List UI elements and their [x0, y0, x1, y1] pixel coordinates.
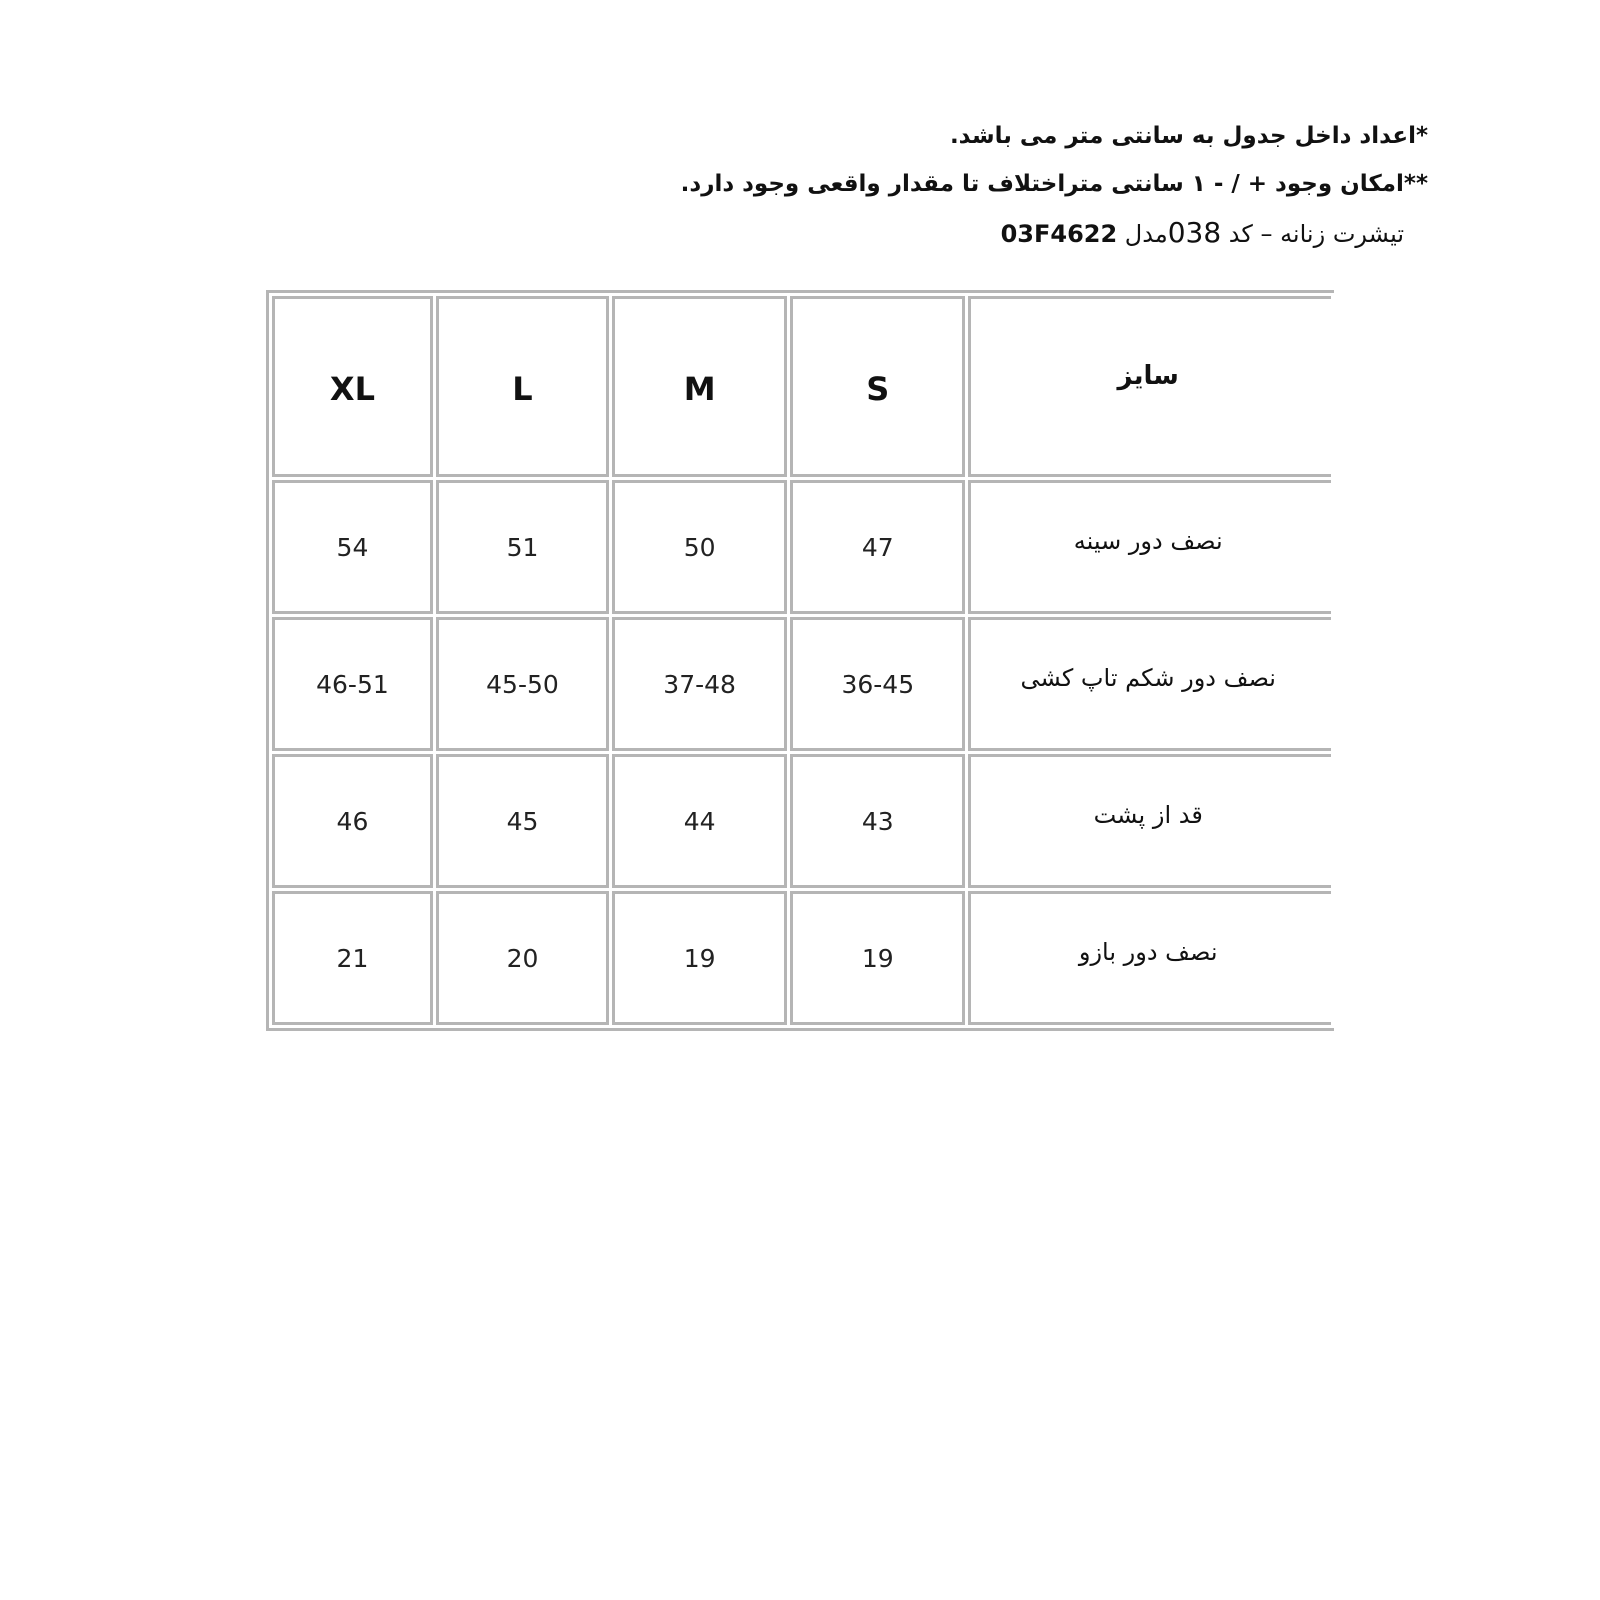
table-header-row — [272, 296, 1331, 477]
table-cell: 51 — [436, 480, 609, 614]
table-cell: 37-48 — [612, 617, 787, 751]
row-label-arm: نصف دور بازو — [968, 891, 1331, 1025]
size-chart-table — [266, 290, 1334, 1031]
title-code: 038 — [1167, 216, 1222, 249]
title-model-code: 03F4622 — [1000, 220, 1118, 248]
table-row-arm — [272, 891, 1331, 1025]
table-row-chest — [272, 480, 1331, 614]
size-header-m: M — [612, 296, 787, 477]
row-label-waist: نصف دور شکم تاپ کشی — [968, 617, 1331, 751]
product-title — [528, 208, 1404, 258]
size-header-xl: XL — [272, 296, 433, 477]
table-cell: 46-51 — [272, 617, 433, 751]
table-cell: 43 — [790, 754, 965, 888]
table-cell: 47 — [790, 480, 965, 614]
notes-block — [528, 112, 1428, 258]
title-model-label: مدل — [1117, 220, 1168, 248]
size-header-s: S — [790, 296, 965, 477]
table-row-back-length — [272, 754, 1331, 888]
table-cell: 21 — [272, 891, 433, 1025]
row-label-chest: نصف دور سینه — [968, 480, 1331, 614]
table-cell: 50 — [612, 480, 787, 614]
row-label-back-length: قد از پشت — [968, 754, 1331, 888]
title-prefix: تیشرت زنانه – کد — [1221, 220, 1404, 248]
table-cell: 46 — [272, 754, 433, 888]
table-cell: 19 — [612, 891, 787, 1025]
table-row-waist — [272, 617, 1331, 751]
table-cell: 20 — [436, 891, 609, 1025]
table-cell: 45 — [436, 754, 609, 888]
table-cell: 45-50 — [436, 617, 609, 751]
table-cell: 19 — [790, 891, 965, 1025]
table-cell: 36-45 — [790, 617, 965, 751]
note-units: *اعداد داخل جدول به سانتی متر می باشد. — [949, 123, 1428, 149]
size-header-l: L — [436, 296, 609, 477]
size-column-label: سایز — [968, 296, 1331, 477]
table-cell: 44 — [612, 754, 787, 888]
table-cell: 54 — [272, 480, 433, 614]
note-tolerance: **امکان وجود + / - ۱ سانتی متراختلاف تا مقدار واقعی وجود دارد. — [680, 171, 1428, 197]
